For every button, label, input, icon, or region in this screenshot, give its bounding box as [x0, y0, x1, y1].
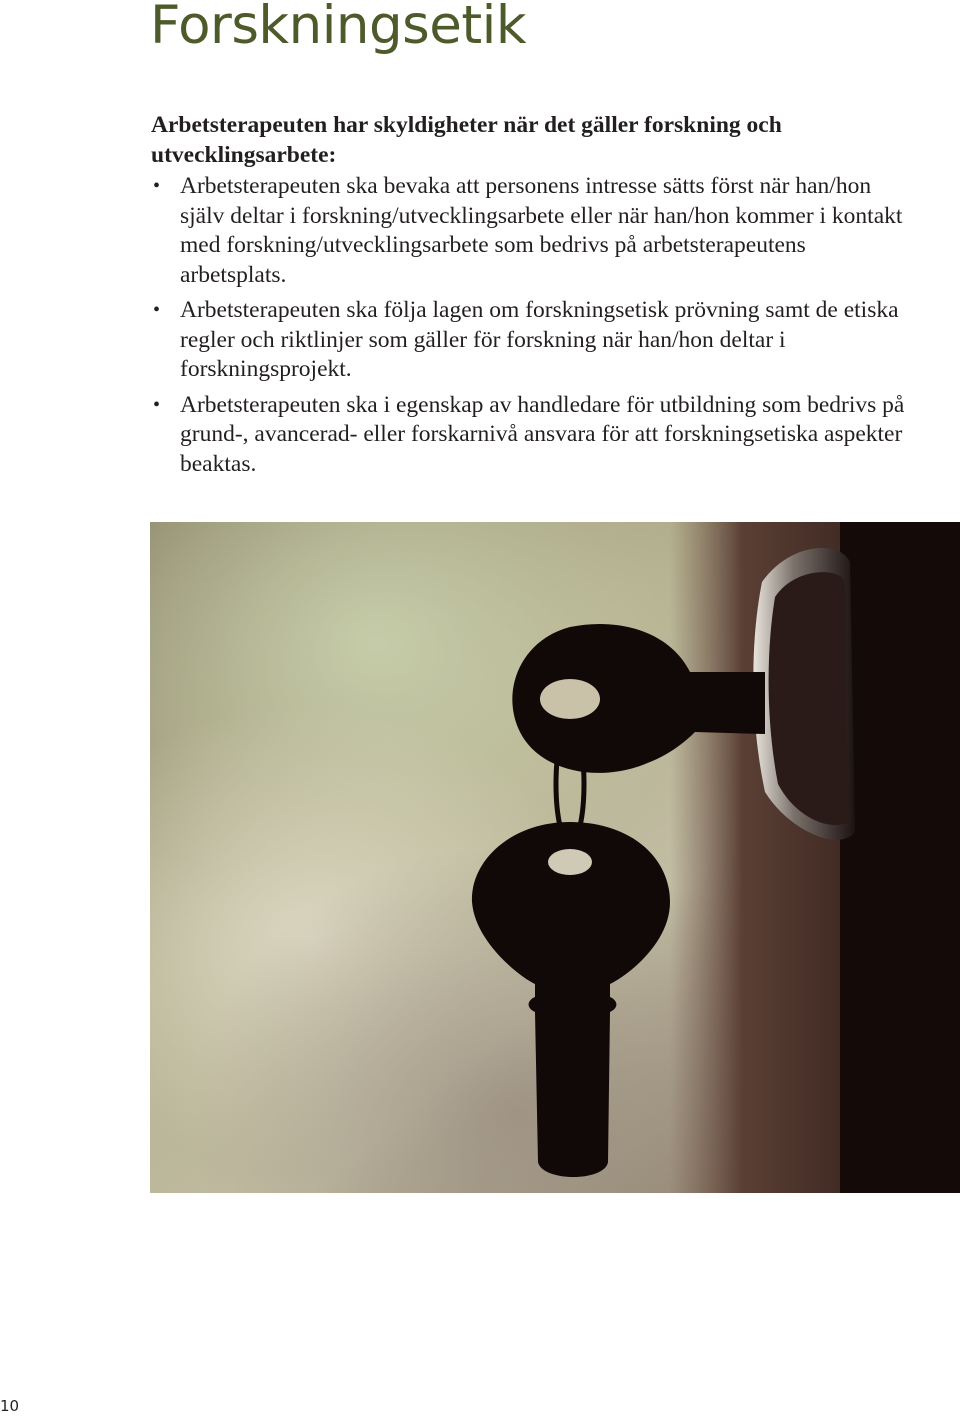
page-title: Forskningsetik	[150, 0, 527, 56]
list-item	[151, 172, 911, 290]
key-lock-photo	[150, 522, 960, 1193]
list-item	[151, 296, 911, 385]
list-item-text: Arbetsterapeuten ska följa lagen om forskningsetisk prövning samt de etiska regler och riktlinjer som gäller för forskning när han/hon deltar i forskningsprojekt.	[180, 297, 899, 382]
list-item-text: Arbetsterapeuten ska bevaka att personens intresse sätts först när han/hon själv deltar i forskning/utvecklingsarbete eller när han/hon kommer i kontakt med forskning/utvecklingsarbete som bedrivs på arbetsterapeutens arbetsplats.	[180, 173, 903, 288]
bullet-icon: •	[153, 299, 161, 321]
page-number: 10	[0, 1397, 20, 1415]
bullet-icon: •	[153, 175, 161, 197]
bullet-icon: •	[153, 393, 161, 416]
intro-text: Arbetsterapeuten har skyldigheter när det gäller forskning och utvecklingsarbete:	[151, 112, 782, 168]
list-item	[151, 391, 911, 480]
list-item-text: Arbetsterapeuten ska i egenskap av handledare för utbildning som bedrivs på grund-, avancerad- eller forskarnivå ansvara för att forskningsetiska aspekter beaktas.	[180, 391, 905, 477]
bullet-list	[151, 172, 911, 485]
